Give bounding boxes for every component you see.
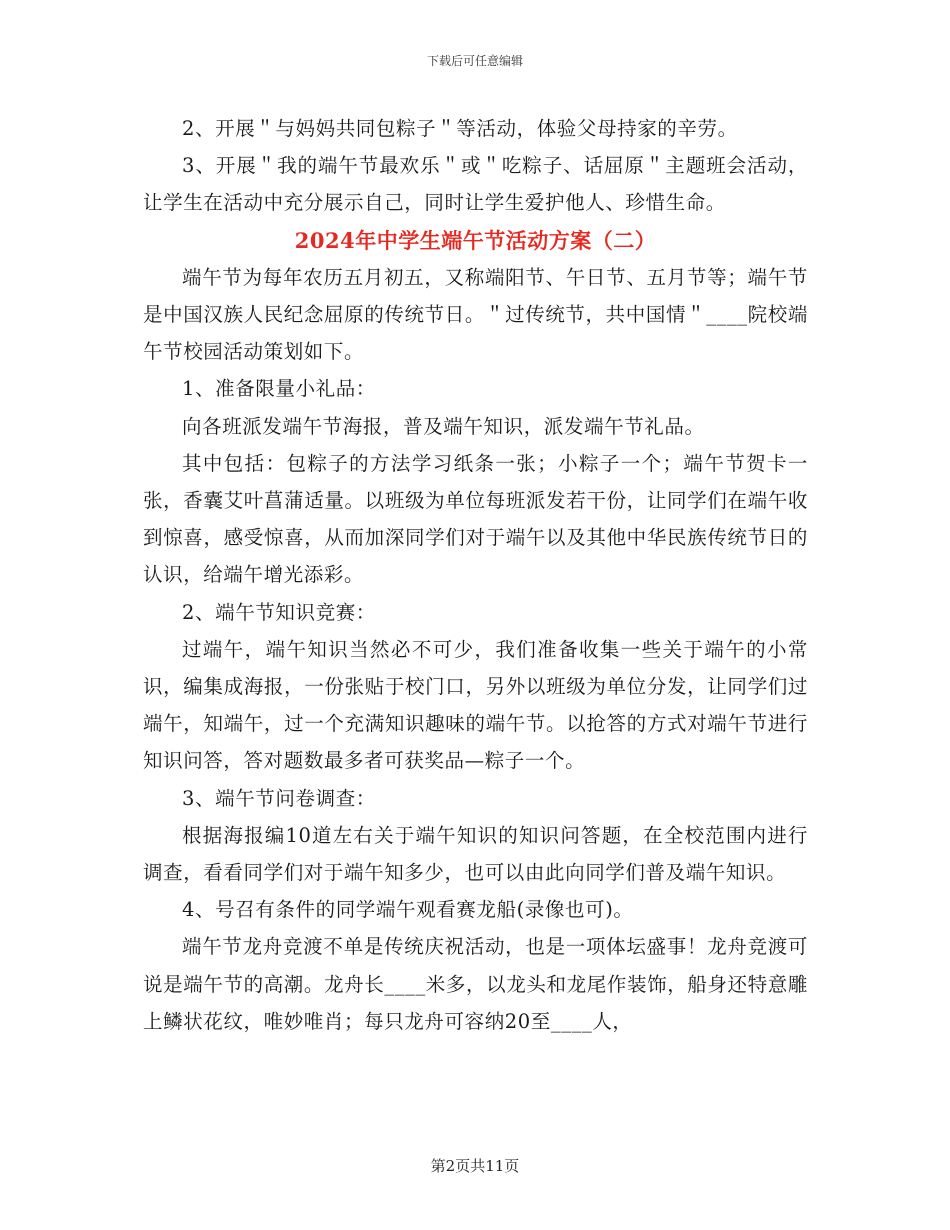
document-body [143,110,808,1040]
paragraph-gifts-detail: 其中包括：包粽子的方法学习纸条一张；小粽子一个；端午节贺卡一张，香囊艾叶菖蒲适量。以班级为单位每班派发若干份，让同学们在端午收到惊喜，感受惊喜，从而加深同学们对于端午以及其他中华民族传统节日的认识，给端午增光添彩。 [143,451,808,587]
section-heading-gifts: 1、准备限量小礼品： [182,377,376,401]
section-heading-survey: 3、端午节问卷调查： [182,786,376,810]
paragraph-survey-detail: 根据海报编10道左右关于端午知识的知识问答题，在全校范围内进行调查，看看同学们对于端午知多少，也可以由此向同学们普及端午知识。 [143,823,808,885]
document-title: 2024年中学生端午节活动方案（二） [294,227,657,253]
page-header: 下载后可任意编辑 [426,54,523,68]
paragraph-quiz-detail: 过端午，端午知识当然必不可少，我们准备收集一些关于端午的小常识，编集成海报，一份张贴于校门口，另外以班级为单位分发，让同学们过端午，知端午，过一个充满知识趣味的端午节。以抢答的方式对端午节进行知识问答，答对题数最多者可获奖品—粽子一个。 [143,637,808,773]
paragraph-activity-2: 2、开展＂与妈妈共同包粽子＂等活动，体验父母持家的辛劳。 [182,117,738,140]
paragraph-activity-3: 3、开展＂我的端午节最欢乐＂或＂吃粽子、话屈原＂主题班会活动，让学生在活动中充分展示自己，同时让学生爱护他人、珍惜生命。 [143,154,808,215]
section-heading-quiz: 2、端午节知识竞赛： [182,600,376,624]
page-footer: 第2页共11页 [430,1157,520,1175]
paragraph-intro: 端午节为每年农历五月初五，又称端阳节、午日节、五月节等；端午节是中国汉族人民纪念屈原的传统节日。＂过传统节，共中国情＂____院校端午节校园活动策划如下。 [143,265,808,364]
paragraph-gifts-summary: 向各班派发端午节海报，普及端午知识，派发端午节礼品。 [182,414,705,438]
paragraph-dragon-boat-detail: 端午节龙舟竞渡不单是传统庆祝活动，也是一项体坛盛事！龙舟竞渡可说是端午节的高潮。龙舟长____米多，以龙头和龙尾作装饰，船身还特意雕上鳞状花纹，唯妙唯肖；每只龙舟可容纳20至____人， [143,935,808,1033]
section-heading-dragon-boat: 4、号召有条件的同学端午观看赛龙船(录像也可)。 [182,898,634,922]
